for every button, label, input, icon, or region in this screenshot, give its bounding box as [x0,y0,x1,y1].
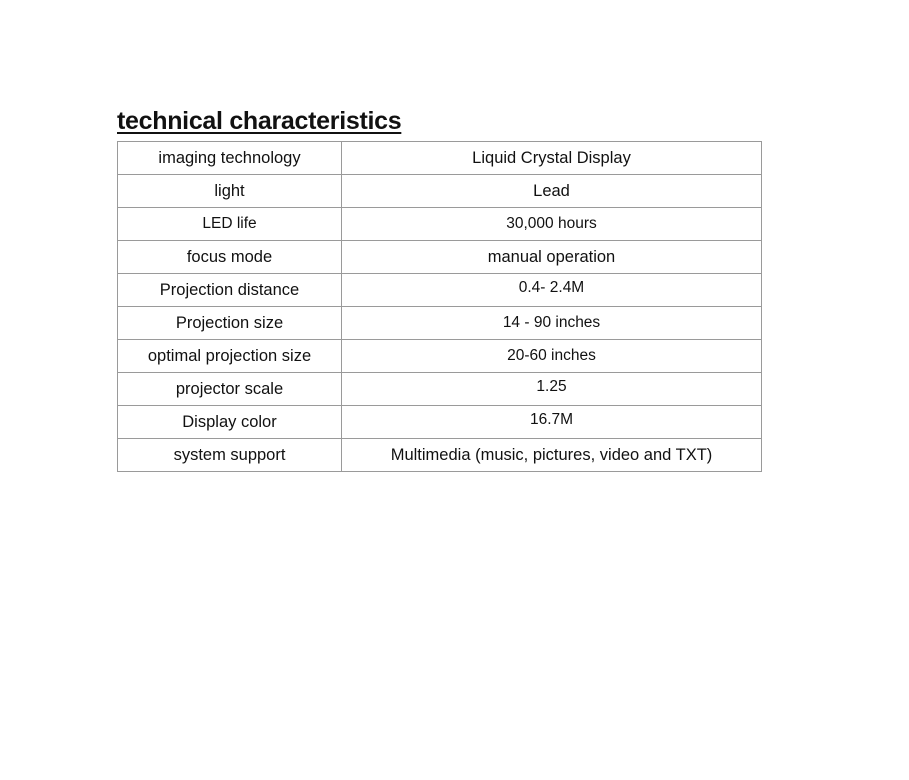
spec-label: imaging technology [118,142,342,175]
spec-value: 14 - 90 inches [342,307,762,340]
table-row [118,373,762,406]
spec-value: 1.25 [342,373,762,406]
spec-label: Projection distance [118,274,342,307]
spec-label: Projection size [118,307,342,340]
table-row [118,208,762,241]
table-row [118,406,762,439]
spec-label: optimal projection size [118,340,342,373]
spec-value: 16.7M [342,406,762,439]
spec-value: manual operation [342,241,762,274]
spec-label: LED life [118,208,342,241]
spec-value: Liquid Crystal Display [342,142,762,175]
spec-label: light [118,175,342,208]
spec-value: 0.4- 2.4M [342,274,762,307]
spec-value: Multimedia (music, pictures, video and TXT) [342,439,762,472]
spec-label: focus mode [118,241,342,274]
spec-label: system support [118,439,342,472]
spec-label: Display color [118,406,342,439]
table-row [118,142,762,175]
table-row [118,274,762,307]
page-title: technical characteristics [117,107,402,135]
spec-value: 20-60 inches [342,340,762,373]
table-row [118,439,762,472]
spec-value: Lead [342,175,762,208]
table-row [118,241,762,274]
spec-table [117,141,762,472]
spec-label: projector scale [118,373,342,406]
spec-value: 30,000 hours [342,208,762,241]
table-row [118,175,762,208]
table-row [118,340,762,373]
table-row [118,307,762,340]
